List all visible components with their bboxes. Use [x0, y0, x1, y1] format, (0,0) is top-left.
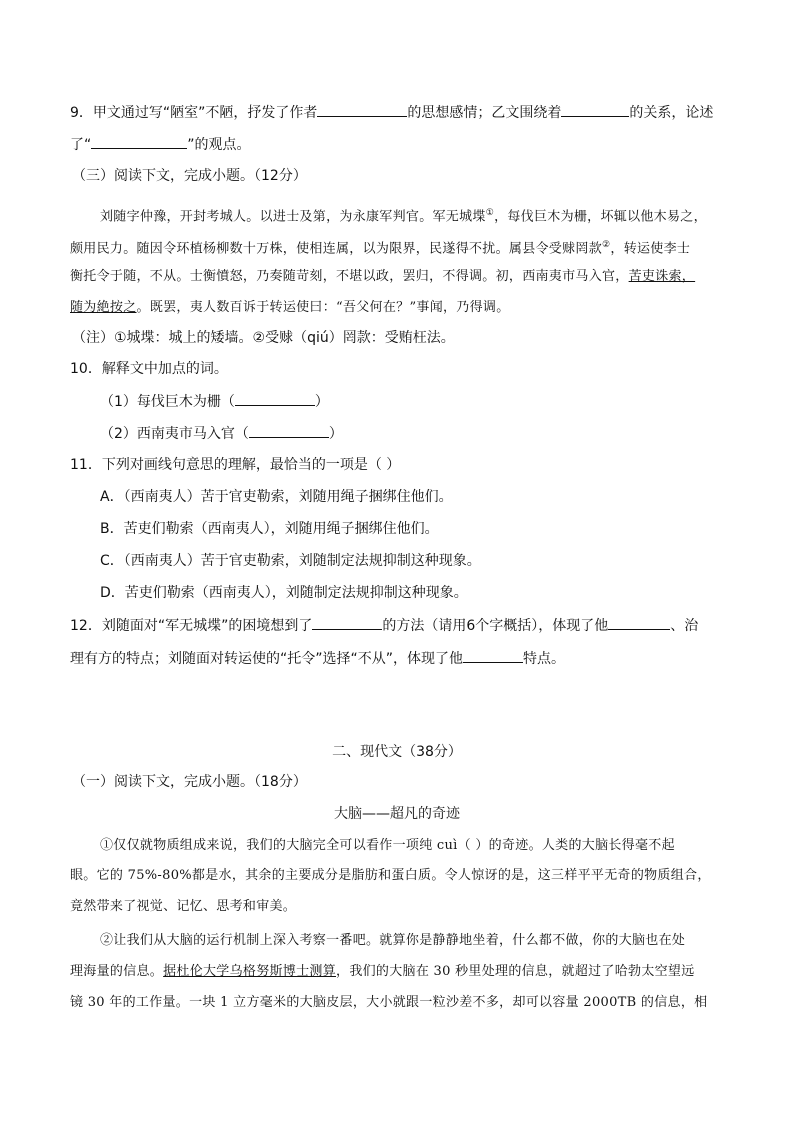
passage-text: 颇用民力。随因令环植杨柳数十万株，使相连属，以为限界，民遂得不扰。属县令受赇罔款 — [70, 241, 603, 257]
q9-text-c: 的关系，论述 — [629, 105, 714, 121]
passage-line-2 — [70, 235, 730, 259]
article-p2-line3: 镜 30 年的工作量。一块 1 立方毫米的大脑皮层，大小就跟一粒沙差不多，却可以容量 2000TB 的信息，相 — [70, 995, 708, 1010]
article-p1-line3: 竟然带来了视觉、记忆、思考和审美。 — [70, 899, 297, 914]
q9-text-a: 9．甲文通过写“陋室”不陋，抒发了作者 — [70, 105, 318, 121]
q10-item-text: ） — [328, 426, 343, 442]
underlined-sentence: 随为絶按之 — [70, 300, 137, 315]
note-marker: ② — [602, 240, 611, 250]
q9-text-e: ”的观点。 — [187, 137, 251, 153]
q10-blank-2[interactable] — [249, 423, 329, 438]
q12-text: 12．刘随面对“军无城堞”的困境想到了 — [70, 618, 313, 634]
q11-option-a[interactable]: A．（西南夷人）苦于官吏勒索，刘随用绳子捆绑住他们。 — [100, 489, 453, 505]
passage-text: 。既罢，夷人数百诉于转运使曰：“吾父何在？”事闻，乃得调。 — [136, 300, 510, 315]
q10-item-2 — [100, 423, 760, 444]
q12-line1 — [70, 615, 730, 636]
article-text: 理海量的信息。 — [70, 964, 164, 979]
q12-text: 的方法（请用6个字概括），体现了他 — [382, 618, 609, 634]
underlined-sentence: 苦吏诛索， — [628, 269, 696, 284]
annotation-note: （注）①城堞：城上的矮墙。②受赇（qiú）罔款：受贿枉法。 — [72, 330, 455, 346]
section3-heading: （三）阅读下文，完成小题。（12分） — [72, 168, 307, 184]
part2-heading: 二、现代文（38分） — [332, 744, 462, 760]
q12-blank-2[interactable] — [608, 615, 670, 630]
q9-blank-3[interactable] — [91, 134, 187, 149]
q11-option-d[interactable]: D．苦吏们勒索（西南夷人），刘随制定法规抑制这种现象。 — [100, 585, 468, 601]
q9-line2 — [70, 134, 730, 155]
q10-item-text: ） — [314, 394, 329, 410]
q10-item-text: （1）每伐巨木为栅（ — [100, 394, 235, 410]
q11-title: 11．下列对画线句意思的理解，最恰当的一项是（ ） — [70, 457, 401, 473]
q11-option-c[interactable]: C．（西南夷人）苦于官吏勒索，刘随制定法规抑制这种现象。 — [100, 553, 481, 569]
section1-heading: （一）阅读下文，完成小题。（18分） — [72, 774, 307, 790]
article-p1-line2: 眼。它的 75%-80%都是水，其余的主要成分是脂肪和蛋白质。令人惊讶的是，这三样平平无奇的物质组合， — [70, 868, 711, 883]
q12-blank-3[interactable] — [463, 648, 523, 663]
article-p1-line1: ①仅仅就物质组成来说，我们的大脑完全可以看作一项纯 cuì（ ）的奇迹。人类的大脑长得毫不起 — [100, 838, 675, 853]
q10-item-text: （2）西南夷市马入官（ — [100, 426, 249, 442]
q12-text: 理有方的特点；刘随面对转运使的“托令”选择“不从”，体现了他 — [70, 651, 464, 667]
passage-text: ，每伐巨木为栅，坏辄以他木易之， — [494, 209, 707, 225]
passage-line-3 — [70, 267, 730, 287]
q10-title: 10．解释文中加点的词。 — [70, 361, 228, 377]
note-marker: ① — [485, 208, 495, 218]
q10-blank-1[interactable] — [235, 391, 315, 406]
q9-text-d: 了“ — [70, 137, 92, 153]
q10-item-1 — [100, 391, 760, 412]
q11-option-b[interactable]: B．苦吏们勒索（西南夷人），刘随用绳子捆绑住他们。 — [100, 521, 439, 537]
article-p2-line2 — [70, 962, 730, 982]
article-text: ，我们的大脑在 30 秒里处理的信息，就超过了哈勃太空望远 — [336, 964, 695, 979]
passage-text: ，转运使李士 — [610, 241, 691, 257]
passage-text: 衡托令于随，不从。士衡憤怒，乃奏随苛刻，不堪以政，罢归，不得调。初，西南夷市马入官， — [70, 269, 629, 284]
passage-line-4 — [70, 298, 730, 318]
q9-text-b: 的思想感情；乙文围绕着 — [407, 105, 562, 121]
q12-text: 、治 — [670, 618, 699, 634]
passage-line-1 — [100, 203, 760, 227]
q9-blank-1[interactable] — [317, 102, 407, 117]
article-p2-line1: ②让我们从大脑的运行机制上深入考察一番吧。就算你是静静地坐着，什么都不做，你的大脑也在处 — [100, 933, 686, 948]
q12-blank-1[interactable] — [312, 615, 382, 630]
underlined-phrase: 据杜伦大学乌格努斯博士测算 — [163, 964, 337, 979]
q9-blank-2[interactable] — [561, 102, 629, 117]
article-title: 大脑——超凡的奇迹 — [334, 806, 460, 822]
q12-text: 特点。 — [523, 651, 566, 667]
passage-text: 刘随字仲豫，开封考城人。以进士及第，为永康军判官。军无城堞 — [100, 209, 486, 225]
q12-line2 — [70, 648, 730, 669]
q9-line1 — [70, 102, 730, 123]
